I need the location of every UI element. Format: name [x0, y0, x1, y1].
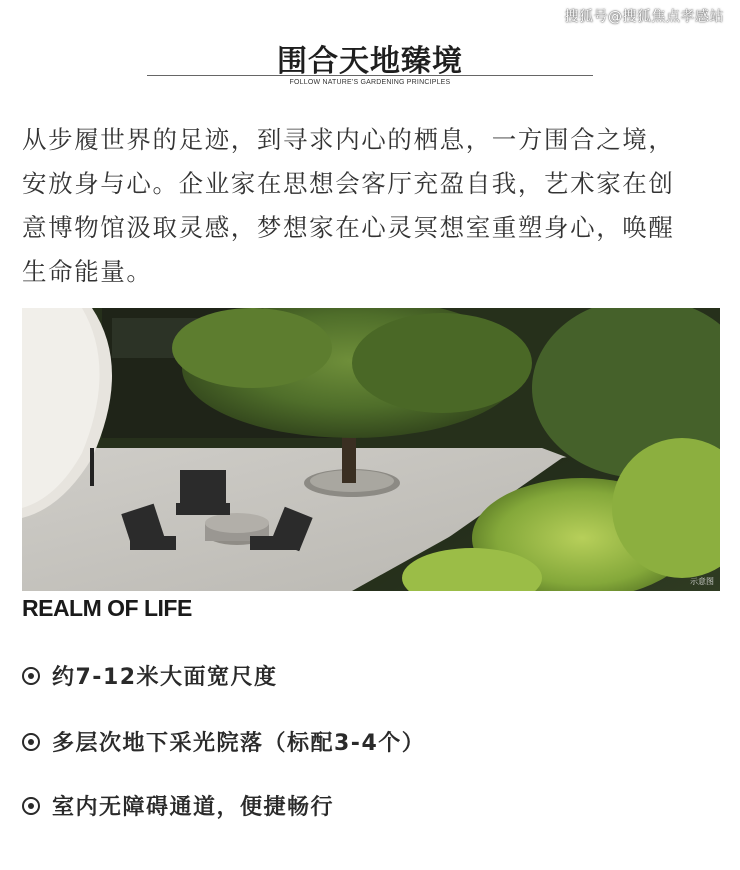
page-title: 围合天地臻境 [277, 44, 463, 79]
courtyard-illustration [22, 308, 720, 591]
circle-dot-icon [22, 797, 40, 815]
feature-item [22, 790, 334, 821]
intro-line: 安放身与心。企业家在思想会客厅充盈自我，艺术家在创 [22, 169, 675, 198]
watermark: 搜狐号@搜狐焦点孝感站 [564, 9, 724, 25]
feature-text: 多层次地下采光院落（标配3-4个） [52, 731, 426, 756]
feature-item [22, 726, 425, 757]
feature-text: 室内无障碍通道，便捷畅行 [52, 795, 335, 820]
intro-line: 意博物馆汲取灵感，梦想家在心灵冥想室重塑身心，唤醒 [22, 213, 675, 242]
title-divider [147, 75, 593, 76]
photo-caption: 示意图 [690, 577, 714, 586]
intro-paragraph [22, 118, 722, 294]
circle-dot-icon [22, 667, 40, 685]
courtyard-photo [22, 308, 720, 591]
feature-item [22, 660, 278, 691]
page-subtitle: FOLLOW NATURE'S GARDENING PRINCIPLES [289, 79, 451, 86]
circle-dot-icon [22, 733, 40, 751]
section-heading: REALM OF LIFE [22, 595, 192, 621]
intro-line: 从步履世界的足迹，到寻求内心的栖息，一方围合之境， [22, 125, 675, 154]
intro-line: 生命能量。 [22, 257, 153, 286]
feature-text: 约7-12米大面宽尺度 [52, 665, 278, 690]
